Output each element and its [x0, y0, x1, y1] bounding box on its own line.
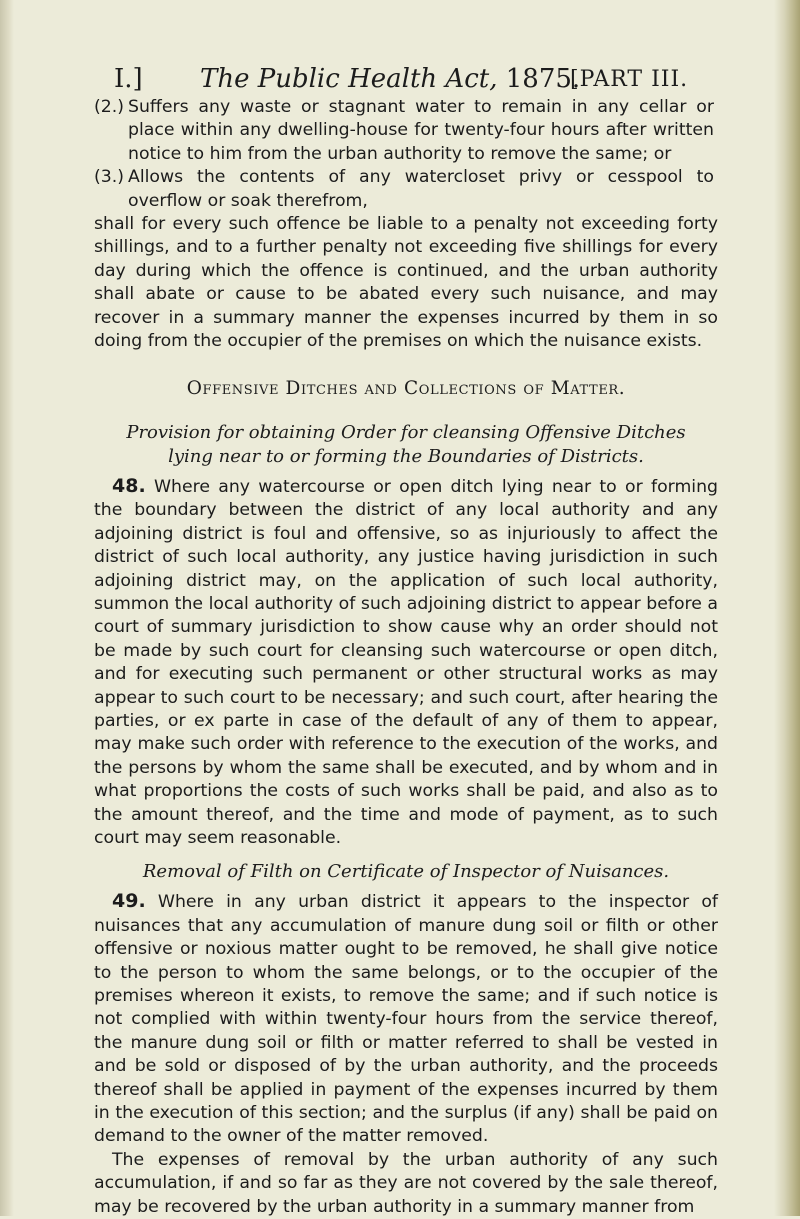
running-header: [94, 40, 718, 96]
header-title-main: The Public Health Act,: [200, 64, 498, 94]
section-48-text: Where any watercourse or open ditch lying near to or forming the boundary between the district of any local authority and any adjoining district is foul and offensive, so as injuriously to affect the district of such local authority, any justice having jurisdiction in such adjoining district may, on the application of such local authority, summon the local authority of such adjoining district to appear before a court of summary jurisdiction to show cause why an order should not be made by such court for cleansing such watercourse or open ditch, and for executing such permanent or other structural works as may appear to such court to be necessary; and such court, after hearing the parties, or ex parte in case of the default of any of them to appear, may make such order with reference to the execution of the works, and the persons by whom the same shall be executed, and by whom and in what proportions the costs of such works shall be paid, and also as to the amount thereof, and the time and mode of payment, as to such court may seem reasonable.: [94, 476, 718, 848]
section-49-number: 49.: [112, 890, 146, 913]
page-edge-shadow: [774, 0, 800, 1216]
clause-item-3: [94, 166, 718, 213]
header-part-label: [PART III.: [570, 67, 689, 92]
penalty-paragraph: shall for every such offence be liable to a penalty not exceeding forty shillings, and to a further penalty not exceeding five shillings for every day during which the offence is continued, and the urban authority shall abate or cause to be abated every such nuisance, and may recover in a summary manner the expenses incurred by them in so doing from the occupier of the premises on which the nuisance exists.: [94, 214, 718, 352]
header-section-marker: I.]: [114, 64, 143, 94]
clause-text: Allows the contents of any watercloset privy or cesspool to overflow or soak therefrom,: [128, 167, 714, 211]
clause-item-2: [94, 96, 718, 166]
section-48-number: 48.: [112, 474, 146, 497]
clause-number: (2.): [94, 97, 124, 117]
section-49-text: Where in any urban district it appears to the inspector of nuisances that any accumulation of manure dung soil or filth or other offensive or noxious matter ought to be removed, he shall give notice to the person to whom the same belongs, or to the occupier of the premises whereon it exists, to remove the same; and if such notice is not complied with within twenty-four hours from the service thereof, the manure dung soil or filth or matter referred to shall be vested in and be sold or disposed of by the urban authority, and the proceeds thereof shall be applied in payment of the expenses incurred by them in the execution of this section; and the surplus (if any) shall be paid on demand to the owner of the matter removed.: [94, 892, 718, 1147]
document-page: [94, 40, 718, 1219]
clause-number: (3.): [94, 167, 124, 188]
subheading-filth-removal: Removal of Filth on Certificate of Inspector of Nuisances.: [142, 861, 670, 883]
section-49-paragraph: [94, 890, 718, 1148]
header-title-year: 1875.: [505, 64, 581, 94]
section-heading: Offensive Ditches and Collections of Matter.: [186, 378, 626, 400]
expenses-paragraph: The expenses of removal by the urban authority of any such accumulation, if and so far as they are not covered by the sale thereof, may be recovered by the urban authority in a summary manner from: [94, 1149, 718, 1217]
page-gutter-shadow: [0, 0, 14, 1216]
header-title: [200, 64, 581, 94]
clause-text: Suffers any waste or stagnant water to remain in any cellar or place within any dwelling-house for twenty-four hours after written notice to him from the urban authority to remove the same; or: [128, 97, 714, 164]
section-48-paragraph: [94, 475, 718, 851]
subheading-ditches: Provision for obtaining Order for cleansing Offensive Ditches lying near to or forming the Boundaries of Districts.: [126, 421, 686, 467]
